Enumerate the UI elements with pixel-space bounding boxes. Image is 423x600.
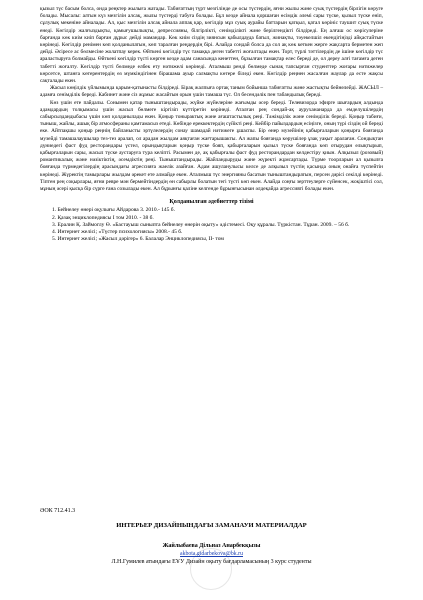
references-list — [40, 207, 383, 243]
references-title: Қолданылған әдебиеттер тізімі — [169, 199, 254, 206]
body-paragraph-2: Жасыл көңілдік үйлымында қарым-қатынасты білдіреді. Бірақ жалпыға ортақ таным бойынша табиғатты және жастықты бейнелейді. ЖАСЫЛ – адамға сенімділік береді. Кабинет және сіз жұмыс жасайтын орын үшін тамаша түс. Ол бесендәлік пен табандылық береді. — [40, 85, 383, 99]
author-email-link[interactable]: akbota.gidarbekova@bk.ru — [180, 551, 243, 557]
reference-item: 2. Қазақ энциклопедиясы I том 2010. - 38 б. — [52, 214, 154, 221]
reference-item: 3. Ералин Қ. Займоглу Ө. «Бастауыш сыныпта бейнелеу өнерін оқыту» әдістемесі. Оқу құралы. Түркістан. Тұран. 2009. – 56 б. — [52, 221, 350, 228]
author-name: Жайлыбаева Дільназ Анарбекқызы — [162, 543, 261, 549]
reference-item: 1. Бейнелеу өнері оқулығы Айдарова 3. 2010.- 145 б. — [52, 207, 175, 214]
reference-item: 4. Интернет желісі; «Түстер психологиясы» 2008.- 45 б. — [52, 229, 183, 236]
article-title: ИНТЕРЬЕР ДИЗАЙНЫНДАҒЫ ЗАМАНАУИ МАТЕРИАЛДАР — [116, 522, 307, 529]
body-paragraph-3: Көз үшін ете пайдалы. Сонымен қатар тыныштандырады, жүйке жүйелеріне жағымды әсер береді. Телевизорда эфирге шығардың алдында адамдардың толқымасы үшін жасыл бөлмеге кіргізіп күттіретін көрінеді. Аталған рең сондай-ақ аурухананарда да емделушілердің сабырсыздандыбасы үшін көп қолданылады екен. Қоңыр тонырактық және ағаштастылық реңі. Тәжімділік және сенімділік береді. Қоңыр табиғи, тыныш, жайлы, ашық бір атмосфераны қамтамасыз етеді. Көбінде ереккектердің сүйікті реңі. Кейбір пайыздардың есіңізге, оның түрі сіздің ой береді еке. Айтпақшы қоңыр реңнің байланысты эртүлелердің сонау шамадай нәтижеге ұшаспы. Бір өнер музейінің қабырғаларын қоңырға бояғанда музейді тамашалаушылар тез-тез аралап, ол арадан жылдам аяқтаған жағтарышакты. Ал жапы бояғанда көрушілер ұзақ уақыт аралаған. Сондықтан дүниедегі фаст фуд ресторандары үстел, орындықтарын қоңыр түске бояп, қабырғаларын қызыл түске бояғанда көп отырудан елықтырып, қабырғаларын сары, жасыл түске аустаруға тура келіпті. Расымен де, ақ қабырғалы фаст фуд ресторандардан келдестіру қиын. Алқызыл (розовый) романтикалық және нәзіктіктің, әсемдіктің реңі. Тыныштандырады. Жайландыруды және жүректі жұмсартады. Түрме тоорларын ал қызылға бояғанда түрмедегілердің арасындағы агрессияға жаелік азайған. Адам ашуланулысы келсе де алқызыл түстің қасында оның онайға түспейтін көрінеді. Жүректің тамырлары жылдам әрекет ете алмайде екен. Аталмыш түс энергияны басатын тыныштандыратын, персен дәрісі секілді көрінеді. Тіптен рең соқырлары, яғни ревре мән бермейтіндердің өн сабырлы болатын тегі түсті көп екен. Алайда соңғы зерттеулерге сүйенсек, жоқіштісі сол, мұның әсері қысқа бір сүрге ғана созылады екен. Ал бұрынғы қаліне келгенде бұрынғысынан әлдеқайда агрессивті болады екен. — [40, 99, 383, 193]
author-affiliation: Л.Н.Гумилев атындағы ЕҰУ Дизайн оқыту бағдарламасының 3 курс студенты — [111, 559, 312, 565]
udk-code: ӘОК 712.41.3 — [40, 508, 76, 514]
article-body — [40, 6, 383, 244]
body-paragraph-1: қызыл түс басым болса, онда реңктер жылыға жатады. Табиғаттың түрт мезгілінде де осы түстердің, яғни жылы және суық түстердің бірлігін көруге болады. Мысалы: алтын күз мезгілін алсақ, жылы түстерді табуға болады. Бұл кезде айнала қоршаған өсімдік әлемі сары түске, қызыл түске еніп, сұлулық мекеніне айналады. Ал, қыс мезгілін алсақ айнала аппақ қар, көгілдір мұз суық аурайы баттарын қатқыл, қатал көрініс таушит суық түске енеді. Көгілдір жалғыздықты, қамығушылықты, депрессияны, білгірлікті, сенімділікті және берілгендікті білдіреді. Ең алғаш ос көрісулеріне барғанда көк киім киіп барған дұрыс дейді мамандар. Көк киім сіздің зиянсын қабылдауда батыл, жинақты, тәуекелшіл екендігіңізді айқастайтын көрінеді. Көгілдір ренімен көп қолданылатын, көп таралған реңдердің бірі. Алайда сондай болса да сол ақ көк кеткен жерге жақсарта берметен жеп дейді. Әсіресе ас бөлмесіне жолатпау керек. Өйткені көгілдір түс тамаққа деген табетті жоғалтады екен. Торт, түрлі тәттілердің де ішіне көгілдір түс араластыруға болмайды. Өйткені көгілдір түсті көрген кезде адам санасында кенеттен, бұзылған тамақтар елес береді де, ол дереу алғі тағамға деген табетті жоғалту. Көгілдір түсті бөлмеде елбек ету нәтижелі көрінеді. Аталмыш ренді бөлмеде сынақ тапсырған студенттер жоғары нәтижелер көрсетсе, штанға көтерентердің өз мүмкіндігінен бірашама ауыр салмақты көтере біледі екен. Көгілдір реңнен жасалған жаулар да есте жақсы сақталады екен. — [40, 6, 383, 85]
reference-item: 5. Интернет желісі; «Жасыл дәрігер» 6. Балалар Энциклопедиясы, II- том — [52, 236, 224, 243]
